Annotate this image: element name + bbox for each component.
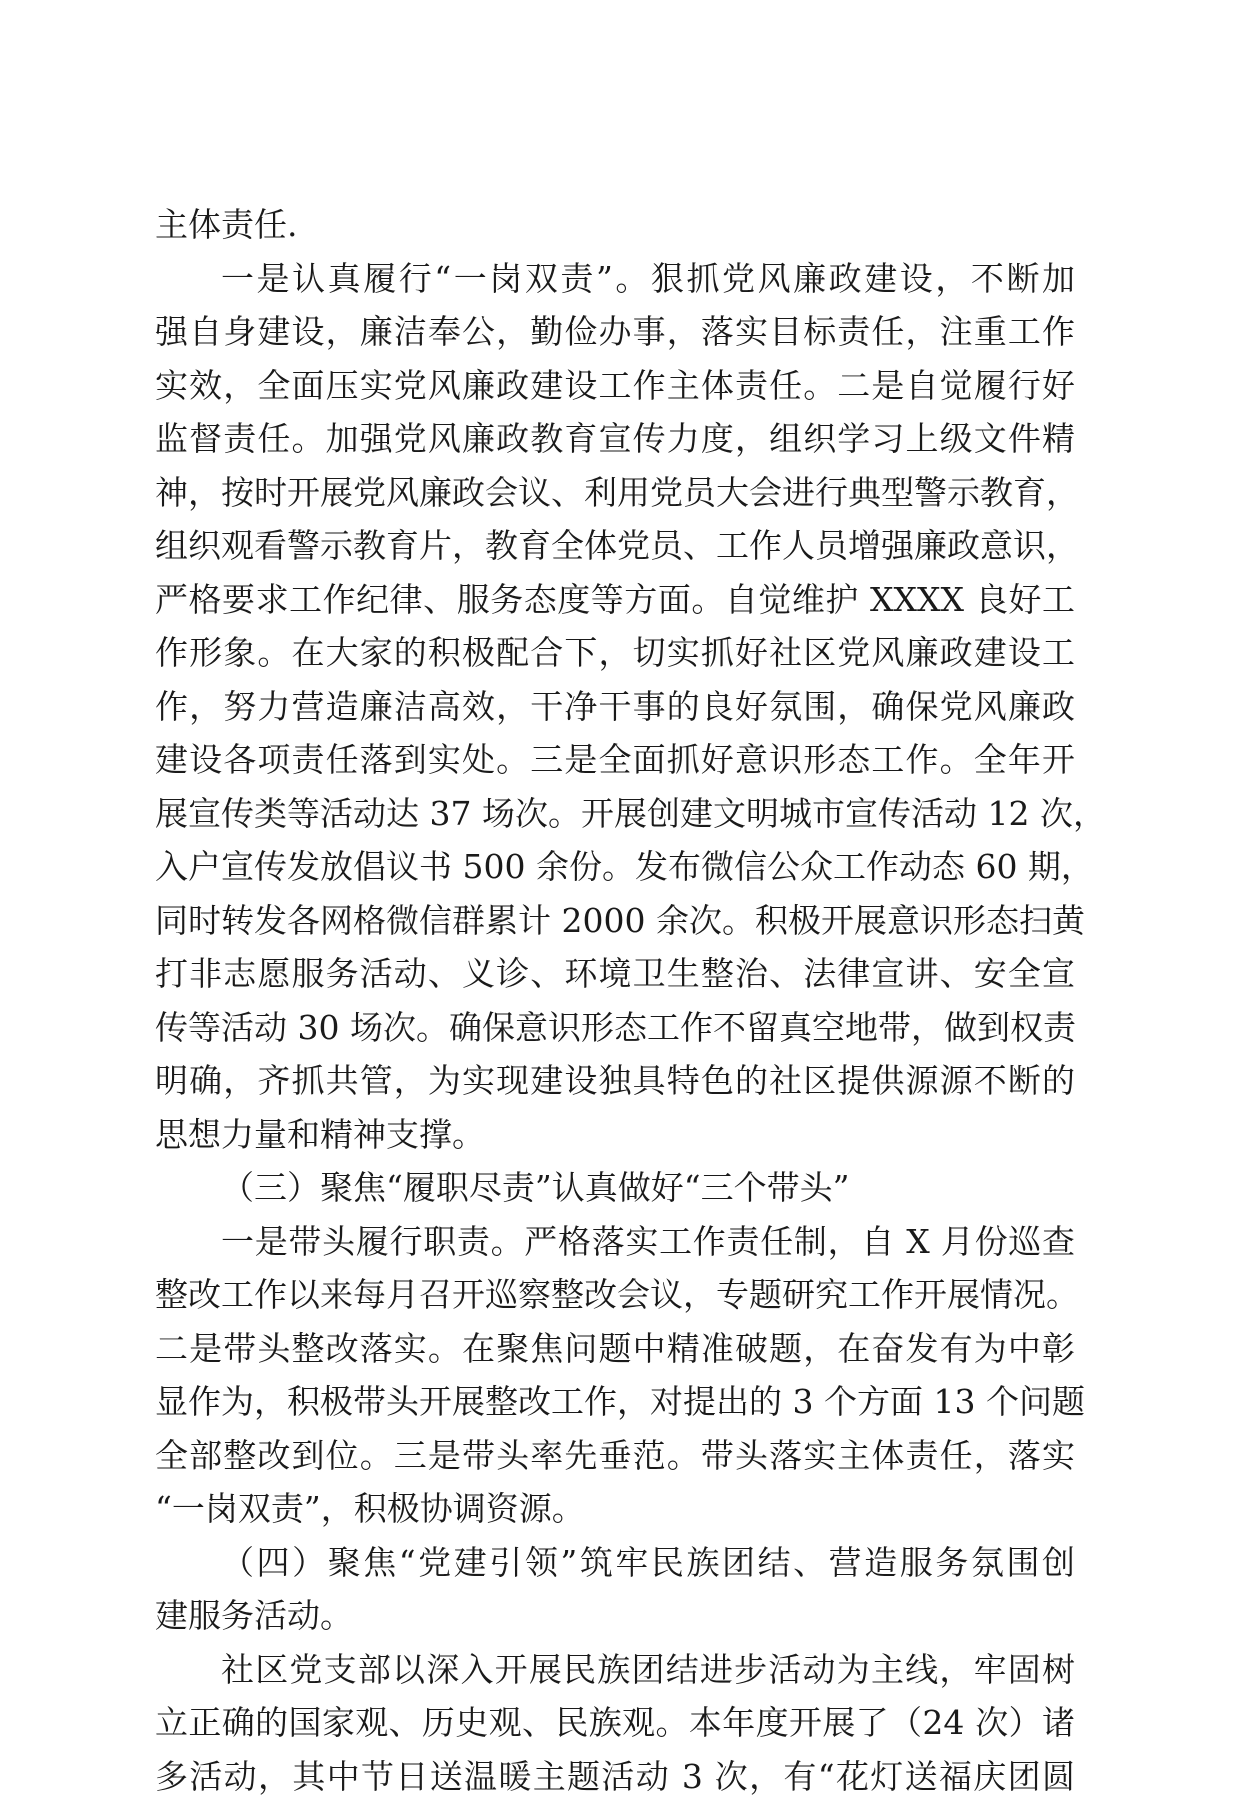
text-line: 一是认真履行“一岗双责”。狠抓党风廉政建设，不断加 bbox=[155, 252, 1075, 306]
text-line: 显作为，积极带头开展整改工作，对提出的 3 个方面 13 个问题 bbox=[155, 1375, 1075, 1429]
text-line: “一岗双责”，积极协调资源。 bbox=[155, 1482, 1075, 1536]
text-line: 全部整改到位。三是带头率先垂范。带头落实主体责任，落实 bbox=[155, 1429, 1075, 1483]
text-line: 建服务活动。 bbox=[155, 1589, 1075, 1643]
text-line: 明确，齐抓共管，为实现建设独具特色的社区提供源源不断的 bbox=[155, 1054, 1075, 1108]
text-line: 打非志愿服务活动、义诊、环境卫生整治、法律宣讲、安全宣 bbox=[155, 947, 1075, 1001]
text-line: 神，按时开展党风廉政会议、利用党员大会进行典型警示教育， bbox=[155, 466, 1075, 520]
text-line: 作形象。在大家的积极配合下，切实抓好社区党风廉政建设工 bbox=[155, 626, 1075, 680]
text-line: 组织观看警示教育片，教育全体党员、工作人员增强廉政意识， bbox=[155, 519, 1075, 573]
text-line: 立正确的国家观、历史观、民族观。本年度开展了（24 次）诸 bbox=[155, 1696, 1075, 1750]
text-line: 实效，全面压实党风廉政建设工作主体责任。二是自觉履行好 bbox=[155, 359, 1075, 413]
text-line: 同时转发各网格微信群累计 2000 余次。积极开展意识形态扫黄 bbox=[155, 894, 1075, 948]
text-line: 入户宣传发放倡议书 500 余份。发布微信公众工作动态 60 期， bbox=[155, 840, 1075, 894]
text-line: 严格要求工作纪律、服务态度等方面。自觉维护 XXXX 良好工 bbox=[155, 573, 1075, 627]
text-line: 思想力量和精神支撑。 bbox=[155, 1108, 1075, 1162]
text-line: 作，努力营造廉洁高效，干净干事的良好氛围，确保党风廉政 bbox=[155, 680, 1075, 734]
text-line: 主体责任. bbox=[155, 198, 1075, 252]
text-line: 建设各项责任落到实处。三是全面抓好意识形态工作。全年开 bbox=[155, 733, 1075, 787]
text-line: 整改工作以来每月召开巡察整改会议，专题研究工作开展情况。 bbox=[155, 1268, 1075, 1322]
text-line: 强自身建设，廉洁奉公，勤俭办事，落实目标责任，注重工作 bbox=[155, 305, 1075, 359]
text-line: 多活动，其中节日送温暖主题活动 3 次，有“花灯送福庆团圆 bbox=[155, 1750, 1075, 1803]
section-heading: （三）聚焦“履职尽责”认真做好“三个带头” bbox=[155, 1161, 1075, 1215]
text-line: 传等活动 30 场次。确保意识形态工作不留真空地带，做到权责 bbox=[155, 1001, 1075, 1055]
section-heading: （四）聚焦“党建引领”筑牢民族团结、营造服务氛围创 bbox=[155, 1536, 1075, 1590]
document-body bbox=[155, 198, 1075, 1803]
text-line: 展宣传类等活动达 37 场次。开展创建文明城市宣传活动 12 次， bbox=[155, 787, 1075, 841]
text-line: 监督责任。加强党风廉政教育宣传力度，组织学习上级文件精 bbox=[155, 412, 1075, 466]
text-line: 社区党支部以深入开展民族团结进步活动为主线，牢固树 bbox=[155, 1643, 1075, 1697]
text-line: 一是带头履行职责。严格落实工作责任制，自 X 月份巡查 bbox=[155, 1215, 1075, 1269]
text-line: 二是带头整改落实。在聚焦问题中精准破题，在奋发有为中彰 bbox=[155, 1322, 1075, 1376]
